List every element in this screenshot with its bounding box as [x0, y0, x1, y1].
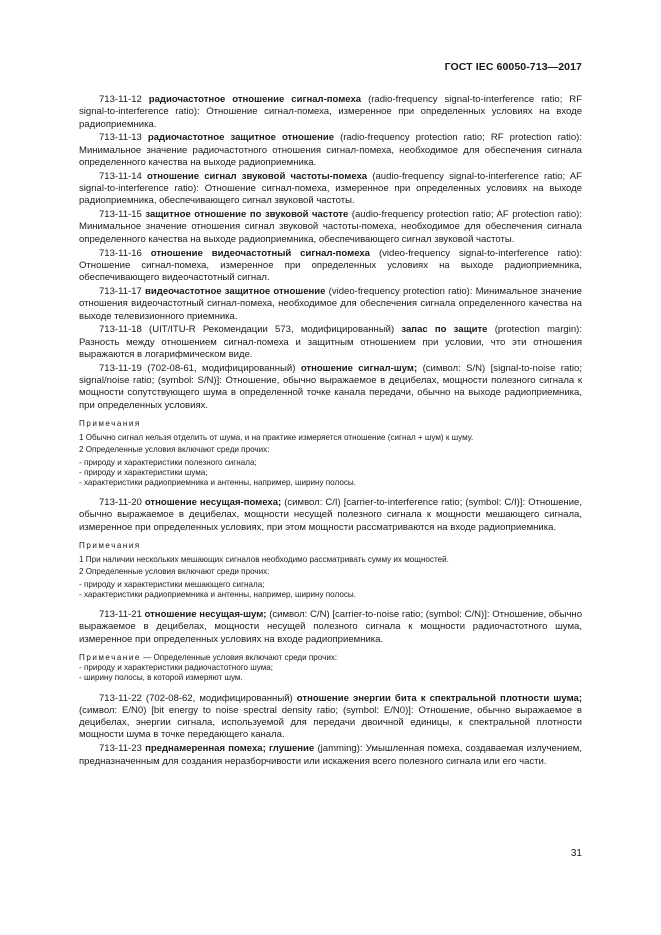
- entry-term: радиочастотное отношение сигнал-помеха: [148, 94, 362, 105]
- entry-definition: (символ: C/N) [carrier-to-noise ratio; (symbol: C/N)]: Отношение, обычно выражаемое в децибелах, мощности несущей полезного сигнала к мощности радиочастотного шума, измеренное при определенных условиях на входе радиоприемника.: [79, 609, 583, 645]
- entry-713-11-18: [79, 324, 582, 361]
- entry-713-11-20: [79, 497, 582, 534]
- document-id: ГОСТ IEC 60050-713—2017: [444, 61, 582, 73]
- entry-term: отношение сигнал звуковой частоты-помеха: [147, 170, 368, 182]
- entry-term: видеочастотное защитное отношение: [145, 285, 326, 297]
- notes-713-11-20: [79, 541, 582, 600]
- entry-713-11-13: [79, 132, 582, 169]
- entry-number: 713-11-17: [99, 285, 142, 297]
- note-bullet: - природу и характеристики полезного сигнала;: [79, 457, 257, 467]
- entry-term: запас по защите: [401, 324, 488, 336]
- entry-number: 713-11-12: [99, 94, 142, 105]
- entry-definition: (символ: C/I) [carrier-to-interference ratio; (symbol: C/I)]: Отношение, обычно выражаемое в децибелах, мощности несущей полезного сигнала к мощности мешающего сигнала, измеренное при определенных условиях, при этом мощности рассматриваются на входе радиоприемника.: [79, 497, 583, 533]
- entry-definition: (protection margin): Разность между отношением сигнал-помеха и защитным отношением при условии, что эти отношения выражаются в логарифмическом виде.: [79, 324, 582, 360]
- entry-713-11-23: [79, 743, 582, 768]
- notes-713-11-19: [79, 419, 582, 488]
- entry-term: отношение несущая-шум;: [144, 609, 267, 621]
- entry-713-11-15: [79, 209, 582, 246]
- note-bullet: - природу и характеристики радиочастотного шума;: [79, 663, 274, 673]
- entry-713-11-14: [79, 171, 582, 208]
- entry-713-11-22: [79, 693, 582, 742]
- entry-number: 713-11-22: [99, 692, 142, 704]
- note-1: 1 Обычно сигнал нельзя отделить от шума, и на практике измеряется отношение (сигнал + шум) к шуму.: [79, 433, 474, 443]
- note-1: 1 При наличии нескольких мешающих сигналов необходимо рассматривать сумму их мощностей.: [79, 555, 449, 565]
- entry-source: (UIT/ITU-R Рекомендации 573, модифицированный): [149, 324, 395, 336]
- note-bullet: - характеристики радиоприемника и антенны, например, ширину полосы.: [79, 477, 356, 487]
- notes-713-11-21: [79, 653, 582, 684]
- entry-713-11-12: [79, 94, 582, 131]
- entry-term: отношение энергии бита к спектральной плотности шума;: [296, 692, 582, 704]
- notes-title: Примечание: [79, 652, 141, 662]
- entry-term: радиочастотное защитное отношение: [147, 132, 335, 144]
- entry-713-11-21: [79, 609, 582, 646]
- entry-number: 713-11-15: [99, 209, 142, 221]
- entry-number: 713-11-13: [99, 132, 142, 144]
- entry-definition: (audio-frequency protection ratio; AF protection ratio): Минимальное значение отношения сигнал звуковой частоты-помеха, необходимое для обеспечения сигнала определенного качества на выходе радиоприемника, обеспечивающего сигнал звуковой частоты.: [79, 209, 583, 245]
- entry-number: 713-11-20: [99, 497, 142, 509]
- entry-definition: (jamming): Умышленная помеха, создаваемая излучением, предназначенным для создания неразборчивости или искажения всего полезного сигнала или его части.: [79, 743, 582, 767]
- entry-number: 713-11-18: [99, 324, 142, 336]
- entry-term: преднамеренная помеха; глушение: [145, 743, 315, 755]
- notes-title: Примечания: [79, 418, 141, 428]
- entry-number: 713-11-21: [99, 609, 142, 621]
- entry-term: защитное отношение по звуковой частоте: [145, 209, 349, 221]
- entry-713-11-16: [79, 248, 582, 285]
- entry-number: 713-11-23: [99, 743, 142, 755]
- note-bullet: - природу и характеристики шума;: [79, 467, 208, 477]
- note-2: 2 Определенные условия включают среди прочих:: [79, 445, 270, 455]
- entry-source: (702-08-61, модифицированный): [147, 362, 296, 374]
- entry-term: отношение сигнал-шум;: [300, 362, 418, 374]
- entry-source: (702-08-62, модифицированный): [145, 692, 293, 704]
- document-body: [79, 94, 582, 769]
- notes-title: Примечания: [79, 541, 141, 551]
- entry-number: 713-11-14: [99, 170, 142, 182]
- entry-713-11-17: [79, 286, 582, 323]
- entry-number: 713-11-19: [99, 362, 142, 374]
- note-bullet: - природу и характеристики мешающего сигнала;: [79, 579, 265, 589]
- entry-definition: (audio-frequency signal-to-interference ratio; AF signal-to-interference ratio): Отношение сигнал-помеха, измеренное при определенных условиях на выходе радиоприемника, обеспечивающего сигнал звуковой частоты.: [79, 170, 582, 207]
- note-text: — Определенные условия включают среди прочих:: [143, 652, 338, 662]
- entry-term: отношение видеочастотный сигнал-помеха: [150, 247, 370, 259]
- entry-number: 713-11-16: [99, 247, 142, 259]
- entry-term: отношение несущая-помеха;: [144, 497, 282, 509]
- entry-definition: (video-frequency protection ratio): Минимальное значение отношения видеочастотный сигнал-помеха, необходимое для обеспечения сигнала определенного качества на выходе телевизионного приемника.: [79, 285, 582, 322]
- entry-definition: (символ: S/N) [signal-to-noise ratio; signal/noise ratio; (symbol: S/N)]: Отношение, обычно выражаемое в децибелах, мощности полезного сигнала к мощности сопутствующего шума в определенной точке канала передачи, обычно на выходе радиоприемника, при определенных условиях.: [79, 362, 583, 411]
- note-bullet: - ширину полосы, в которой измеряют шум.: [79, 673, 243, 683]
- entry-definition: (radio-frequency signal-to-interference ratio; RF signal-to-interference ratio): Отношение сигнал-помеха, измеренное при определенных условиях на входе радиоприемника.: [79, 94, 583, 130]
- note-bullet: - характеристики радиоприемника и антенны, например, ширину полосы.: [79, 589, 356, 599]
- page-number: 31: [570, 848, 582, 859]
- entry-definition: (символ: E/N0) [bit energy to noise spectral density ratio; (symbol: E/N0)]: Отношение, обычно выражаемое в децибелах, энергии сигнала, используемой для передачи двоичной единицы, к спектральной плотности мощности шума в точке передающего канала.: [79, 704, 582, 741]
- entry-713-11-19: [79, 363, 582, 412]
- entry-definition: (radio-frequency protection ratio; RF protection ratio): Минимальное значение радиочастотного отношения сигнал-помеха, необходимое для обеспечения сигнала определенного качества на выходе радиоприемника.: [79, 132, 583, 168]
- note-line: [79, 653, 582, 663]
- note-2: 2 Определенные условия включают среди прочих:: [79, 567, 270, 577]
- entry-definition: (video-frequency signal-to-interference ratio): Отношение сигнал-помеха, измеренное при определенных условиях на выходе радиоприемника, обеспечивающего видеочастотный сигнал.: [79, 247, 582, 284]
